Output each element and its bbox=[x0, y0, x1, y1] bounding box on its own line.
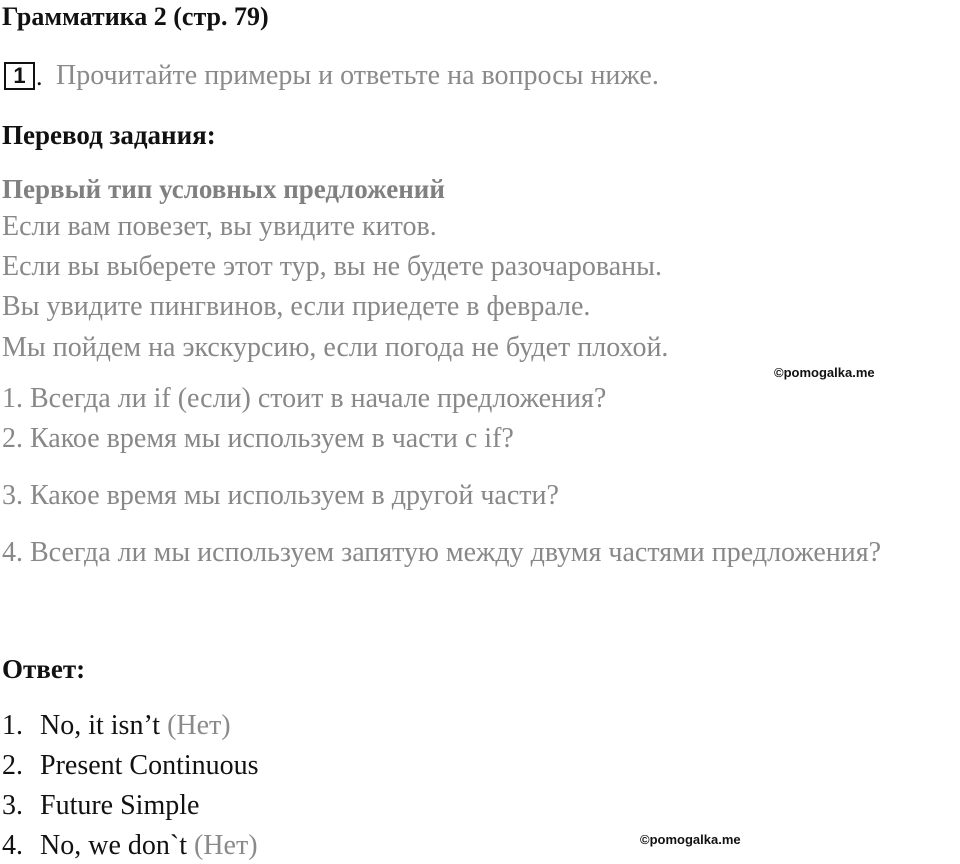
example-line: Вы увидите пингвинов, если приедете в феврале. bbox=[2, 291, 591, 322]
answer-text: No, it isn’t bbox=[40, 710, 161, 741]
answer-item bbox=[2, 828, 258, 864]
answer-item bbox=[2, 788, 199, 824]
question-line: 2. Какое время мы используем в части с if? bbox=[2, 423, 514, 454]
example-line: Если вы выберете этот тур, вы не будете разочарованы. bbox=[2, 251, 662, 282]
answer-number: 4. bbox=[2, 830, 23, 861]
answer-number: 1. bbox=[2, 710, 23, 741]
answer-text: Present Continuous bbox=[40, 750, 259, 781]
answer-number: 2. bbox=[2, 750, 23, 781]
translation-heading: Перевод задания: bbox=[2, 120, 216, 150]
page-title: Грамматика 2 (стр. 79) bbox=[2, 2, 269, 31]
example-line: Мы пойдем на экскурсию, если погода не будет плохой. bbox=[2, 332, 669, 363]
answer-note: (Нет) bbox=[193, 830, 258, 861]
question-line: 3. Какое время мы используем в другой части? bbox=[2, 480, 559, 511]
example-line: Если вам повезет, вы увидите китов. bbox=[2, 211, 437, 242]
task-number-dot: . bbox=[36, 62, 43, 91]
question-line: 1. Всегда ли if (если) стоит в начале предложения? bbox=[2, 383, 607, 414]
watermark: ©pomogalka.me bbox=[640, 832, 741, 847]
answer-text: No, we don`t bbox=[40, 830, 187, 861]
task-instruction: Прочитайте примеры и ответьте на вопросы ниже. bbox=[56, 60, 659, 91]
answer-item bbox=[2, 708, 231, 744]
task-number-box: 1 bbox=[4, 62, 35, 90]
answer-text: Future Simple bbox=[40, 790, 200, 821]
answer-heading: Ответ: bbox=[2, 654, 86, 684]
rule-heading: Первый тип условных предложений bbox=[2, 174, 445, 204]
answer-item bbox=[2, 748, 259, 784]
question-line: 4. Всегда ли мы используем запятую между двумя частями предложения? bbox=[2, 537, 882, 568]
watermark: ©pomogalka.me bbox=[774, 365, 875, 380]
answer-note: (Нет) bbox=[167, 710, 231, 741]
answer-number: 3. bbox=[2, 790, 23, 821]
